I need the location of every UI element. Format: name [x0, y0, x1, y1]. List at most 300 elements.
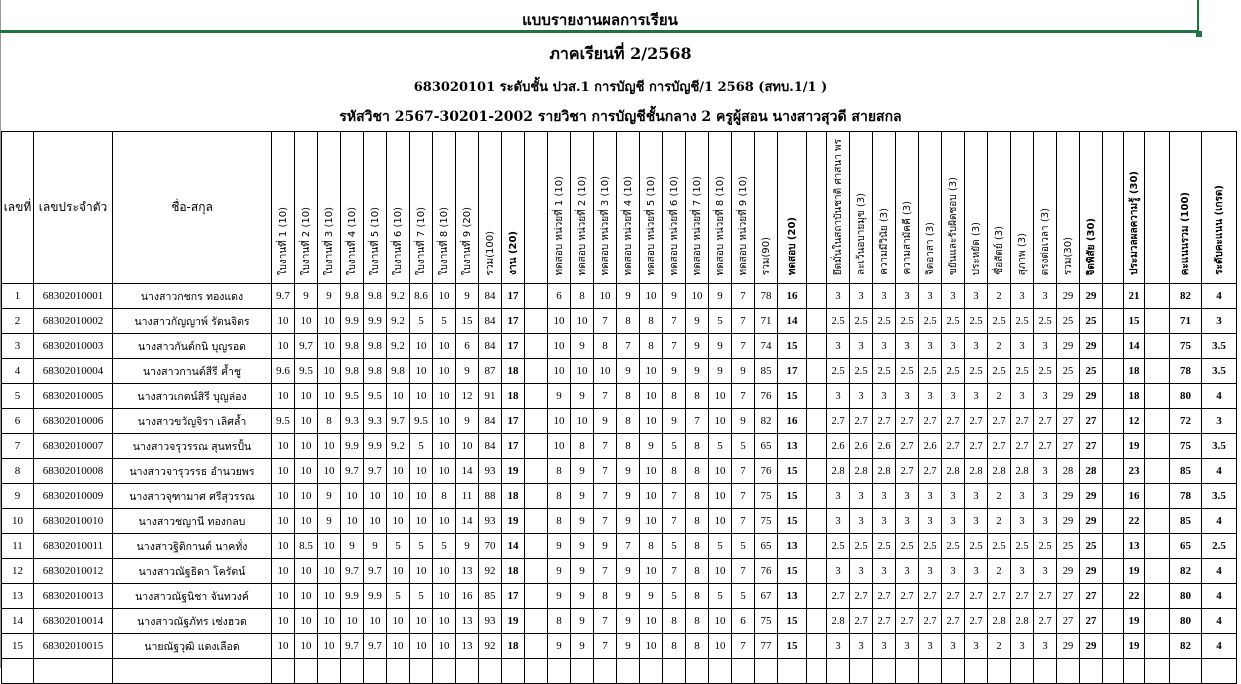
cell-attr-9[interactable]: 2.7 — [1011, 584, 1034, 609]
cell-work-8[interactable]: 10 — [433, 459, 456, 484]
cell-attr-7[interactable]: 2.8 — [965, 459, 988, 484]
cell-attr-8[interactable]: 2 — [988, 509, 1011, 534]
cell-test-2[interactable]: 9 — [571, 634, 594, 659]
cell-test-4[interactable]: 8 — [617, 309, 640, 334]
cell-test-9[interactable]: 5 — [732, 534, 755, 559]
cell-work-1[interactable]: 10 — [272, 484, 295, 509]
cell-test-1[interactable]: 8 — [548, 459, 571, 484]
cell-empty[interactable] — [942, 659, 965, 684]
cell-empty[interactable] — [456, 659, 479, 684]
cell-empty-2[interactable] — [807, 359, 827, 384]
cell-empty[interactable] — [34, 659, 113, 684]
cell-no[interactable]: 7 — [2, 434, 34, 459]
cell-work-8[interactable]: 10 — [433, 634, 456, 659]
cell-test-11[interactable]: 15 — [778, 559, 807, 584]
cell-attr-2[interactable]: 2.8 — [850, 459, 873, 484]
cell-work-6[interactable]: 9.7 — [387, 409, 410, 434]
cell-attr-7[interactable]: 3 — [965, 484, 988, 509]
cell-empty-3[interactable] — [1103, 534, 1124, 559]
cell-attr-12[interactable]: 27 — [1080, 584, 1103, 609]
cell-grade[interactable]: 4 — [1202, 584, 1237, 609]
cell-attr-9[interactable]: 2.7 — [1011, 409, 1034, 434]
cell-attr-11[interactable]: 29 — [1057, 384, 1080, 409]
cell-attr-6[interactable]: 2.7 — [942, 584, 965, 609]
cell-work-8[interactable]: 5 — [433, 534, 456, 559]
cell-attr-11[interactable]: 29 — [1057, 559, 1080, 584]
cell-attr-6[interactable]: 3 — [942, 634, 965, 659]
cell-knowledge[interactable]: 14 — [1124, 334, 1145, 359]
cell-work-5[interactable]: 9.8 — [364, 359, 387, 384]
cell-attr-7[interactable]: 2.5 — [965, 309, 988, 334]
cell-empty[interactable] — [850, 659, 873, 684]
cell-attr-8[interactable]: 2 — [988, 559, 1011, 584]
cell-empty[interactable] — [548, 659, 571, 684]
cell-attr-9[interactable]: 3 — [1011, 334, 1034, 359]
cell-test-6[interactable]: 7 — [663, 509, 686, 534]
cell-no[interactable]: 12 — [2, 559, 34, 584]
cell-empty-2[interactable] — [807, 634, 827, 659]
cell-attr-8[interactable]: 2.7 — [988, 409, 1011, 434]
cell-attr-3[interactable]: 3 — [873, 384, 896, 409]
cell-no[interactable]: 2 — [2, 309, 34, 334]
cell-attr-3[interactable]: 3 — [873, 284, 896, 309]
cell-attr-5[interactable]: 2.7 — [919, 609, 942, 634]
cell-empty-1[interactable] — [525, 434, 548, 459]
cell-attr-11[interactable]: 28 — [1057, 459, 1080, 484]
cell-test-2[interactable]: 9 — [571, 559, 594, 584]
cell-empty-4[interactable] — [1145, 459, 1170, 484]
cell-empty-3[interactable] — [1103, 384, 1124, 409]
cell-test-5[interactable]: 10 — [640, 409, 663, 434]
cell-work-4[interactable]: 9.7 — [341, 459, 364, 484]
cell-attr-9[interactable]: 2.7 — [1011, 434, 1034, 459]
cell-work-3[interactable]: 9 — [318, 484, 341, 509]
cell-attr-11[interactable]: 29 — [1057, 484, 1080, 509]
cell-test-2[interactable]: 10 — [571, 309, 594, 334]
cell-attr-7[interactable]: 3 — [965, 284, 988, 309]
cell-test-10[interactable]: 67 — [755, 584, 778, 609]
cell-empty-1[interactable] — [525, 459, 548, 484]
cell-empty-4[interactable] — [1145, 334, 1170, 359]
cell-work-2[interactable]: 10 — [295, 484, 318, 509]
cell-test-6[interactable]: 8 — [663, 459, 686, 484]
cell-attr-2[interactable]: 3 — [850, 509, 873, 534]
cell-work-1[interactable]: 10 — [272, 609, 295, 634]
cell-empty-1[interactable] — [525, 559, 548, 584]
cell-empty[interactable] — [988, 659, 1011, 684]
cell-work-4[interactable]: 9.3 — [341, 409, 364, 434]
cell-attr-7[interactable]: 3 — [965, 634, 988, 659]
cell-attr-1[interactable]: 2.5 — [827, 534, 850, 559]
cell-empty-4[interactable] — [1145, 509, 1170, 534]
cell-work-5[interactable]: 9 — [364, 534, 387, 559]
cell-attr-9[interactable]: 2.5 — [1011, 309, 1034, 334]
cell-total[interactable]: 65 — [1170, 534, 1202, 559]
cell-attr-1[interactable]: 3 — [827, 559, 850, 584]
cell-work-1[interactable]: 10 — [272, 384, 295, 409]
cell-attr-4[interactable]: 3 — [896, 384, 919, 409]
cell-empty[interactable] — [919, 659, 942, 684]
cell-empty[interactable] — [1080, 659, 1103, 684]
cell-no[interactable]: 8 — [2, 459, 34, 484]
cell-empty[interactable] — [571, 659, 594, 684]
cell-attr-2[interactable]: 2.5 — [850, 359, 873, 384]
cell-test-5[interactable]: 10 — [640, 459, 663, 484]
cell-test-8[interactable]: 10 — [709, 459, 732, 484]
cell-attr-7[interactable]: 2.5 — [965, 534, 988, 559]
cell-work-7[interactable]: 8.6 — [410, 284, 433, 309]
cell-test-11[interactable]: 13 — [778, 534, 807, 559]
cell-work-10[interactable]: 93 — [479, 459, 502, 484]
cell-attr-3[interactable]: 3 — [873, 334, 896, 359]
cell-test-2[interactable]: 9 — [571, 334, 594, 359]
cell-test-5[interactable]: 10 — [640, 484, 663, 509]
cell-test-10[interactable]: 76 — [755, 559, 778, 584]
cell-test-1[interactable]: 9 — [548, 384, 571, 409]
cell-work-11[interactable]: 17 — [502, 584, 525, 609]
cell-work-2[interactable]: 8.5 — [295, 534, 318, 559]
cell-attr-4[interactable]: 3 — [896, 509, 919, 534]
cell-test-10[interactable]: 74 — [755, 334, 778, 359]
cell-test-4[interactable]: 9 — [617, 634, 640, 659]
cell-test-4[interactable]: 8 — [617, 384, 640, 409]
cell-work-3[interactable]: 10 — [318, 334, 341, 359]
cell-test-4[interactable]: 9 — [617, 284, 640, 309]
cell-test-7[interactable]: 8 — [686, 609, 709, 634]
cell-empty-2[interactable] — [807, 334, 827, 359]
cell-work-8[interactable]: 10 — [433, 334, 456, 359]
cell-attr-10[interactable]: 3 — [1034, 334, 1057, 359]
cell-work-9[interactable]: 9 — [456, 534, 479, 559]
cell-test-1[interactable]: 10 — [548, 309, 571, 334]
cell-attr-4[interactable]: 2.5 — [896, 309, 919, 334]
cell-empty-2[interactable] — [807, 409, 827, 434]
cell-attr-10[interactable]: 2.7 — [1034, 409, 1057, 434]
cell-work-2[interactable]: 10 — [295, 409, 318, 434]
cell-test-1[interactable]: 8 — [548, 484, 571, 509]
cell-empty[interactable] — [272, 659, 295, 684]
cell-test-6[interactable]: 9 — [663, 409, 686, 434]
cell-student-id[interactable]: 68302010002 — [34, 309, 113, 334]
cell-work-11[interactable]: 17 — [502, 284, 525, 309]
cell-work-11[interactable]: 18 — [502, 484, 525, 509]
cell-work-11[interactable]: 18 — [502, 359, 525, 384]
cell-empty-1[interactable] — [525, 384, 548, 409]
cell-work-7[interactable]: 5 — [410, 309, 433, 334]
cell-attr-1[interactable]: 2.6 — [827, 434, 850, 459]
cell-total[interactable]: 75 — [1170, 334, 1202, 359]
cell-attr-4[interactable]: 2.7 — [896, 434, 919, 459]
cell-empty[interactable] — [873, 659, 896, 684]
cell-attr-12[interactable]: 29 — [1080, 334, 1103, 359]
cell-test-7[interactable]: 9 — [686, 309, 709, 334]
cell-test-11[interactable]: 13 — [778, 584, 807, 609]
cell-work-8[interactable]: 10 — [433, 609, 456, 634]
cell-name[interactable]: นางสาวเกตน์สิรี บุญล่อง — [113, 384, 272, 409]
cell-work-5[interactable]: 10 — [364, 509, 387, 534]
cell-attr-1[interactable]: 3 — [827, 284, 850, 309]
cell-empty-1[interactable] — [525, 409, 548, 434]
cell-work-1[interactable]: 10 — [272, 309, 295, 334]
cell-attr-12[interactable]: 27 — [1080, 409, 1103, 434]
cell-test-5[interactable]: 8 — [640, 309, 663, 334]
cell-work-1[interactable]: 10 — [272, 509, 295, 534]
cell-work-9[interactable]: 9 — [456, 284, 479, 309]
cell-attr-7[interactable]: 2.7 — [965, 434, 988, 459]
cell-test-4[interactable]: 7 — [617, 534, 640, 559]
cell-test-9[interactable]: 7 — [732, 284, 755, 309]
cell-empty-4[interactable] — [1145, 409, 1170, 434]
cell-test-3[interactable]: 7 — [594, 609, 617, 634]
cell-attr-2[interactable]: 2.6 — [850, 434, 873, 459]
cell-attr-10[interactable]: 2.7 — [1034, 584, 1057, 609]
cell-work-2[interactable]: 10 — [295, 509, 318, 534]
cell-knowledge[interactable]: 13 — [1124, 534, 1145, 559]
cell-work-6[interactable]: 10 — [387, 509, 410, 534]
cell-work-3[interactable]: 10 — [318, 559, 341, 584]
cell-attr-5[interactable]: 2.7 — [919, 459, 942, 484]
cell-test-3[interactable]: 7 — [594, 484, 617, 509]
cell-test-11[interactable]: 15 — [778, 634, 807, 659]
cell-empty[interactable] — [896, 659, 919, 684]
cell-empty-1[interactable] — [525, 334, 548, 359]
cell-attr-12[interactable]: 28 — [1080, 459, 1103, 484]
cell-grade[interactable]: 4 — [1202, 284, 1237, 309]
cell-attr-5[interactable]: 3 — [919, 484, 942, 509]
cell-empty-2[interactable] — [807, 284, 827, 309]
cell-test-11[interactable]: 15 — [778, 384, 807, 409]
cell-attr-6[interactable]: 2.7 — [942, 609, 965, 634]
cell-attr-2[interactable]: 3 — [850, 484, 873, 509]
cell-no[interactable]: 3 — [2, 334, 34, 359]
cell-test-3[interactable]: 9 — [594, 534, 617, 559]
cell-test-11[interactable]: 15 — [778, 609, 807, 634]
cell-work-9[interactable]: 12 — [456, 384, 479, 409]
cell-work-10[interactable]: 84 — [479, 284, 502, 309]
cell-work-1[interactable]: 10 — [272, 634, 295, 659]
cell-work-5[interactable]: 9.8 — [364, 284, 387, 309]
cell-test-7[interactable]: 8 — [686, 634, 709, 659]
cell-work-6[interactable]: 9.8 — [387, 359, 410, 384]
cell-knowledge[interactable]: 19 — [1124, 609, 1145, 634]
cell-work-10[interactable]: 85 — [479, 584, 502, 609]
cell-grade[interactable]: 4 — [1202, 384, 1237, 409]
cell-empty-2[interactable] — [807, 459, 827, 484]
cell-attr-4[interactable]: 3 — [896, 634, 919, 659]
cell-empty[interactable] — [1124, 659, 1145, 684]
cell-attr-1[interactable]: 3 — [827, 384, 850, 409]
cell-work-2[interactable]: 10 — [295, 309, 318, 334]
cell-attr-6[interactable]: 2.5 — [942, 309, 965, 334]
cell-empty-3[interactable] — [1103, 609, 1124, 634]
cell-empty[interactable] — [640, 659, 663, 684]
cell-attr-10[interactable]: 2.5 — [1034, 359, 1057, 384]
cell-attr-5[interactable]: 3 — [919, 334, 942, 359]
cell-work-9[interactable]: 13 — [456, 634, 479, 659]
cell-attr-2[interactable]: 2.5 — [850, 534, 873, 559]
cell-test-10[interactable]: 77 — [755, 634, 778, 659]
cell-test-5[interactable]: 10 — [640, 609, 663, 634]
cell-empty[interactable] — [1170, 659, 1202, 684]
cell-knowledge[interactable]: 19 — [1124, 634, 1145, 659]
cell-work-3[interactable]: 10 — [318, 534, 341, 559]
cell-total[interactable]: 85 — [1170, 509, 1202, 534]
cell-knowledge[interactable]: 15 — [1124, 309, 1145, 334]
cell-knowledge[interactable]: 19 — [1124, 559, 1145, 584]
cell-attr-11[interactable]: 25 — [1057, 534, 1080, 559]
cell-student-id[interactable]: 68302010014 — [34, 609, 113, 634]
cell-work-7[interactable]: 10 — [410, 459, 433, 484]
cell-work-7[interactable]: 9.5 — [410, 409, 433, 434]
cell-work-2[interactable]: 10 — [295, 434, 318, 459]
cell-empty-2[interactable] — [807, 509, 827, 534]
cell-test-6[interactable]: 5 — [663, 434, 686, 459]
cell-name[interactable]: นางสาวกันต์กนิ บุญรอด — [113, 334, 272, 359]
cell-empty-4[interactable] — [1145, 559, 1170, 584]
cell-test-8[interactable]: 9 — [709, 359, 732, 384]
cell-attr-6[interactable]: 3 — [942, 509, 965, 534]
cell-work-3[interactable]: 10 — [318, 459, 341, 484]
cell-test-3[interactable]: 7 — [594, 384, 617, 409]
cell-test-1[interactable]: 9 — [548, 559, 571, 584]
cell-test-3[interactable]: 7 — [594, 434, 617, 459]
cell-attr-2[interactable]: 2.7 — [850, 584, 873, 609]
cell-empty-1[interactable] — [525, 509, 548, 534]
cell-attr-10[interactable]: 2.5 — [1034, 534, 1057, 559]
cell-attr-10[interactable]: 2.5 — [1034, 309, 1057, 334]
cell-name[interactable]: นางสาวจารุวรรธ อำนวยพร — [113, 459, 272, 484]
cell-empty[interactable] — [341, 659, 364, 684]
cell-test-7[interactable]: 8 — [686, 559, 709, 584]
cell-work-9[interactable]: 13 — [456, 559, 479, 584]
cell-attr-4[interactable]: 2.7 — [896, 459, 919, 484]
cell-total[interactable]: 75 — [1170, 434, 1202, 459]
cell-work-1[interactable]: 10 — [272, 584, 295, 609]
cell-work-9[interactable]: 14 — [456, 509, 479, 534]
cell-test-3[interactable]: 7 — [594, 634, 617, 659]
cell-attr-6[interactable]: 2.5 — [942, 359, 965, 384]
cell-work-3[interactable]: 9 — [318, 509, 341, 534]
cell-attr-1[interactable]: 3 — [827, 509, 850, 534]
cell-attr-1[interactable]: 2.8 — [827, 609, 850, 634]
cell-test-5[interactable]: 9 — [640, 584, 663, 609]
cell-attr-6[interactable]: 2.5 — [942, 534, 965, 559]
cell-work-10[interactable]: 84 — [479, 309, 502, 334]
cell-work-9[interactable]: 14 — [456, 459, 479, 484]
cell-work-7[interactable]: 10 — [410, 634, 433, 659]
cell-empty-3[interactable] — [1103, 434, 1124, 459]
cell-test-6[interactable]: 7 — [663, 559, 686, 584]
cell-attr-12[interactable]: 29 — [1080, 284, 1103, 309]
cell-grade[interactable]: 3.5 — [1202, 334, 1237, 359]
cell-empty[interactable] — [479, 659, 502, 684]
cell-attr-8[interactable]: 2 — [988, 334, 1011, 359]
cell-attr-5[interactable]: 2.5 — [919, 309, 942, 334]
cell-attr-11[interactable]: 29 — [1057, 284, 1080, 309]
cell-name[interactable]: นางสาวกัญญาพ์ รัตนจิตร — [113, 309, 272, 334]
cell-work-11[interactable]: 19 — [502, 609, 525, 634]
cell-attr-10[interactable]: 3 — [1034, 559, 1057, 584]
cell-work-1[interactable]: 9.7 — [272, 284, 295, 309]
cell-attr-3[interactable]: 2.7 — [873, 409, 896, 434]
cell-work-11[interactable]: 18 — [502, 384, 525, 409]
cell-work-2[interactable]: 10 — [295, 559, 318, 584]
cell-attr-2[interactable]: 2.7 — [850, 609, 873, 634]
cell-work-6[interactable]: 5 — [387, 534, 410, 559]
cell-total[interactable]: 80 — [1170, 609, 1202, 634]
cell-empty[interactable] — [1202, 659, 1237, 684]
cell-test-9[interactable]: 7 — [732, 384, 755, 409]
cell-work-11[interactable]: 17 — [502, 409, 525, 434]
cell-empty-1[interactable] — [525, 284, 548, 309]
cell-test-4[interactable]: 8 — [617, 409, 640, 434]
cell-work-9[interactable]: 11 — [456, 484, 479, 509]
cell-test-8[interactable]: 10 — [709, 409, 732, 434]
cell-empty-4[interactable] — [1145, 484, 1170, 509]
cell-test-8[interactable]: 10 — [709, 634, 732, 659]
cell-work-2[interactable]: 9 — [295, 284, 318, 309]
cell-test-3[interactable]: 9 — [594, 409, 617, 434]
cell-work-10[interactable]: 91 — [479, 384, 502, 409]
cell-test-6[interactable]: 8 — [663, 384, 686, 409]
cell-attr-9[interactable]: 3 — [1011, 559, 1034, 584]
cell-test-2[interactable]: 9 — [571, 534, 594, 559]
cell-attr-1[interactable]: 2.7 — [827, 584, 850, 609]
cell-knowledge[interactable]: 22 — [1124, 509, 1145, 534]
cell-test-5[interactable]: 9 — [640, 434, 663, 459]
cell-work-4[interactable]: 9.9 — [341, 434, 364, 459]
cell-work-6[interactable]: 10 — [387, 459, 410, 484]
cell-work-8[interactable]: 5 — [433, 309, 456, 334]
cell-attr-7[interactable]: 3 — [965, 509, 988, 534]
cell-test-2[interactable]: 8 — [571, 284, 594, 309]
cell-test-10[interactable]: 75 — [755, 509, 778, 534]
cell-test-8[interactable]: 9 — [709, 334, 732, 359]
cell-attr-12[interactable]: 25 — [1080, 359, 1103, 384]
cell-test-7[interactable]: 8 — [686, 484, 709, 509]
cell-attr-9[interactable]: 2.5 — [1011, 534, 1034, 559]
cell-total[interactable]: 72 — [1170, 409, 1202, 434]
cell-name[interactable]: นายณัฐวุฒิ แดงเลือด — [113, 634, 272, 659]
cell-work-5[interactable]: 9.7 — [364, 559, 387, 584]
cell-attr-12[interactable]: 29 — [1080, 484, 1103, 509]
cell-empty[interactable] — [686, 659, 709, 684]
cell-test-4[interactable]: 9 — [617, 584, 640, 609]
cell-grade[interactable]: 4 — [1202, 634, 1237, 659]
cell-test-11[interactable]: 16 — [778, 409, 807, 434]
cell-work-9[interactable]: 15 — [456, 309, 479, 334]
cell-empty[interactable] — [827, 659, 850, 684]
cell-work-4[interactable]: 9.8 — [341, 359, 364, 384]
cell-grade[interactable]: 2.5 — [1202, 534, 1237, 559]
cell-empty[interactable] — [433, 659, 456, 684]
cell-attr-3[interactable]: 2.7 — [873, 609, 896, 634]
cell-work-7[interactable]: 10 — [410, 484, 433, 509]
cell-attr-1[interactable]: 3 — [827, 484, 850, 509]
cell-attr-11[interactable]: 25 — [1057, 359, 1080, 384]
cell-work-10[interactable]: 92 — [479, 634, 502, 659]
cell-attr-12[interactable]: 25 — [1080, 534, 1103, 559]
cell-test-10[interactable]: 82 — [755, 409, 778, 434]
cell-attr-3[interactable]: 3 — [873, 484, 896, 509]
cell-work-6[interactable]: 9.2 — [387, 309, 410, 334]
cell-empty-3[interactable] — [1103, 334, 1124, 359]
cell-attr-5[interactable]: 2.5 — [919, 359, 942, 384]
cell-attr-1[interactable]: 3 — [827, 634, 850, 659]
cell-test-1[interactable]: 10 — [548, 334, 571, 359]
cell-attr-2[interactable]: 3 — [850, 284, 873, 309]
cell-empty-4[interactable] — [1145, 634, 1170, 659]
